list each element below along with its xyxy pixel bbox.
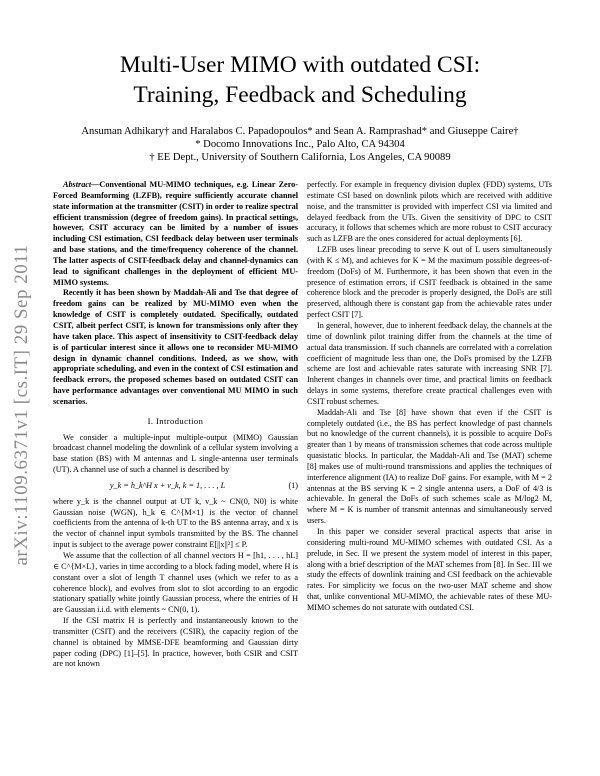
section-heading-introduction: I. Introduction <box>147 415 204 426</box>
intro-paragraph-4: If the CSI matrix H is perfectly and instantaneously known to the transmitter (CSIT) and the receivers (CSIR), the capacity region of the channel is obtained by MMSE-DFE beamforming and Gaussian dirty paper coding (DPC) [1]–[5]. In practice, however, both CSIR and CSIT are not known <box>53 616 298 669</box>
right-column <box>307 180 552 614</box>
abstract-paragraph-2: Recently it has been shown by Maddah-Ali and Tse that degree of freedom gains can be realized by MU-MIMO even when the knowledge of CSIT is completely outdated. Specifically, outdated CSIT, albeit perfect CSIT, is known for transmissions only after they have taken place. This aspect of insensitivity to CSIT-feedback delay is of particular interest since it allows one to reconsider MU-MIMO design in dynamic channel conditions. Indeed, as we show, with appropriate scheduling, and even in the context of CSI estimation and feedback errors, the proposed schemes based on outdated CSIT can have performance advantages over conventional MU MIMO in such scenarios. <box>53 288 298 406</box>
intro-paragraph-3: We assume that the collection of all channel vectors H = [h1, . . . , hL] ∈ C^{M×L}, varies in time according to a block fading model, where H is constant over a slot of length T channel uses (which we refer to as a coherence block), and evolves from slot to slot according to an ergodic stationary spatially white jointly Gaussian process, where the entries of H are Gaussian i.i.d. with elements ~ CN(0, 1). <box>53 551 298 615</box>
affiliation-1: * Docomo Innovations Inc., Palo Alto, CA 94304 <box>195 139 405 150</box>
right-paragraph-2: LZFB uses linear precoding to serve K out of L users simultaneously (with K ≤ M), and achieves for K = M the maximum possible degrees-of-freedom (DoFs) of M. Furthermore, it has been shown that even in the presence of estimation errors, if CSIT feedback is obtained in the same coherence block and the precoder is properly designed, the DoFs are still preserved, although there is constant gap from the achievable rates under perfect CSIT [7]. <box>307 245 552 320</box>
intro-paragraph-2: where y_k is the channel output at UT k, v_k ~ CN(0, N0) is white Gaussian noise (WGN), h_k ∈ C^{M×1} is the vector of channel coefficients from the antenna of k-th UT to the BS antenna array, and x is the vector of channel input symbols transmitted by the BS. The channel input is subject to the average power constraint E[||x||²] ≤ P. <box>53 496 298 550</box>
intro-paragraph-1: We consider a multiple-input multiple-output (MIMO) Gaussian broadcast channel modeling the downlink of a cellular system involving a base station (BS) with M antennas and L single-antenna user terminals (UT). A channel use of such a channel is described by <box>53 432 298 475</box>
author-block <box>60 125 540 164</box>
arxiv-stamp <box>2 215 42 595</box>
right-paragraph-4: Maddah-Ali and Tse [8] have shown that even if the CSIT is completely outdated (i.e., the BS has perfect knowledge of past channels but no knowledge of the current channels), it is possible to acquire DoFs greater than 1 by means of transmission schemes that code across multiple quasistatic blocks. In particular, the Maddah-Ali and Tse (MAT) scheme [8] makes use of multi-round transmissions and applies the techniques of interference alignment (IA) to realize DoF gains. For example, with M = 2 antennas at the BS serving K = 2 single antenna users, a DoF of 4/3 is achievable. In general the DoFs of such schemes scale as M/log2 M, where M = K is number of transmit antennas and simultaneously served users. <box>307 407 552 526</box>
right-paragraph-1: perfectly. For example in frequency division duplex (FDD) systems, UTs estimate CSI based on downlink pilots which are received with additive noise, and the transmitter is provided with imperfect CSI via limited and delayed feedback from the UTs. Given the sensitivity of DPC to CSIT accuracy, it follows that schemes which are more robust to CSIT accuracy such as LZFB are the ones considered for actual deployments [6]. <box>307 180 552 244</box>
abstract-paragraph-1 <box>53 180 298 288</box>
abstract-text-1: —Conventional MU-MIMO techniques, e.g. Linear Zero-Forced Beamforming (LZFB), require sufficiently accurate channel state information at the transmitter (CSIT) in order to realize spectral efficient transmission (degree of freedom gains). In practical settings, however, CSIT accuracy can be limited by a number of issues including CSI estimation, CSI feedback delay between user terminals and base stations, and the time/frequency coherence of the channel. The latter aspects of CSIT-feedback delay and channel-dynamics can lead to significant challenges in the deployment of efficient MU-MIMO systems. <box>53 180 298 287</box>
equation-1 <box>53 481 298 492</box>
affiliation-2: † EE Dept., University of Southern California, Los Angeles, CA 90089 <box>149 152 451 163</box>
abstract <box>53 180 298 408</box>
paper-title <box>60 50 540 110</box>
author-names: Ansuman Adhikary† and Haralabos C. Papadopoulos* and Sean A. Ramprashad* and Giuseppe Caire† <box>81 126 519 137</box>
abstract-label: Abstract <box>63 180 92 189</box>
title-line-1: Multi-User MIMO with outdated CSI: <box>119 52 481 78</box>
equation-1-body: y_k = h_k^H x + v_k, k = 1, . . . , L <box>109 480 226 490</box>
title-line-2: Training, Feedback and Scheduling <box>133 82 467 108</box>
equation-1-number: (1) <box>288 480 298 490</box>
left-column <box>53 180 298 670</box>
right-paragraph-3: In general, however, due to inherent feedback delay, the channels at the time of downlink pilot training differ from the channels at the time of actual data transmission. If such channels are correlated with a correlation coefficient of magnitude less than one, the DoFs promised by the LZFB scheme are lost and achievable rates saturate with increasing SNR [7]. Inherent changes in channels over time, and practical limits on feedback delays in some systems, therefore create practical challenges even with CSIT robust schemes. <box>307 320 552 406</box>
right-paragraph-5: In this paper we consider several practical aspects that arise in considering multi-round MU-MIMO schemes with outdated CSI. As a prelude, in Sec. II we present the system model of interest in this paper, along with a brief description of the MAT schemes from [8]. In Sec. III we study the effects of downlink training and CSI feedback on the achievable rates. For simplicity we focus on the two-user MAT scheme and show that, unlike conventional MU-MIMO, the achievable rates of these MU-MIMO schemes do not saturate with outdated CSI. <box>307 527 552 612</box>
arxiv-stamp-text: arXiv:1109.6371v1 [cs.IT] 29 Sep 2011 <box>11 244 32 566</box>
